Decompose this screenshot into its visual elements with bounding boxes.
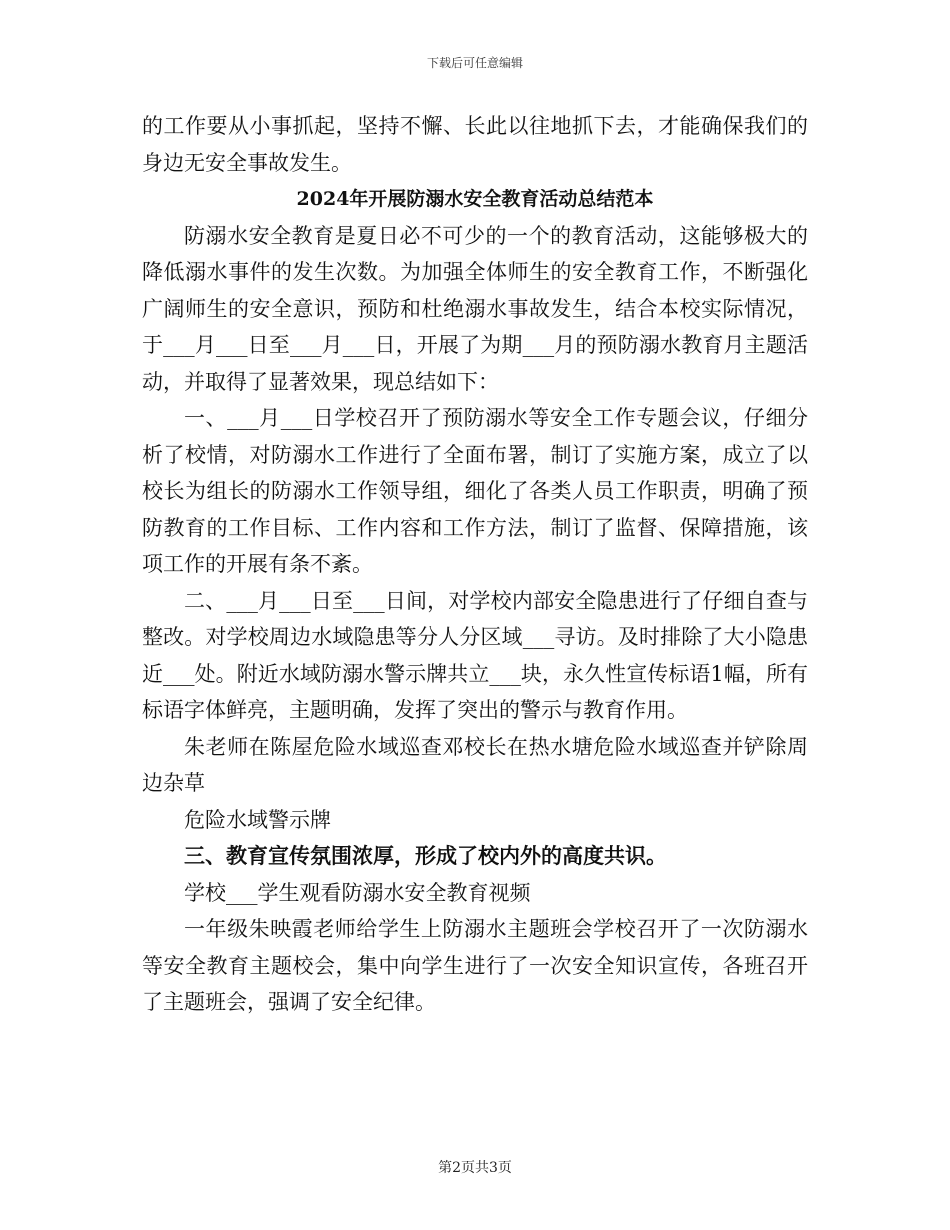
page-header-note: 下载后可任意编辑 — [426, 56, 523, 70]
photo-caption-video: 学校___学生观看防溺水安全教育视频 — [184, 880, 531, 905]
intro-paragraph: 防溺水安全教育是夏日必不可少的一个的教育活动，这能够极大的降低溺水事件的发生次数。为加强全体师生的安全教育工作，不断强化广阔师生的安全意识，预防和杜绝溺水事故发生，结合本校实际情况，于___月___日至___月___日，开展了为期___月的预防溺水教育月主题活动，并取得了显著效果，现总结如下： — [142, 223, 808, 394]
document-body — [142, 108, 808, 1021]
document-title: 2024年开展防溺水安全教育活动总结范本 — [296, 188, 654, 210]
section-3-paragraph: 一年级朱映霞老师给学生上防溺水主题班会学校召开了一次防溺水等安全教育主题校会，集中向学生进行了一次安全知识宣传，各班召开了主题班会，强调了安全纪律。 — [142, 917, 808, 1014]
section-1-paragraph: 一、___月___日学校召开了预防溺水等安全工作专题会议，仔细分析了校情，对防溺水工作进行了全面布署，制订了实施方案，成立了以校长为组长的防溺水工作领导组，细化了各类人员工作职责，明确了预防教育的工作目标、工作内容和工作方法，制订了监督、保障措施，该项工作的开展有条不紊。 — [142, 406, 808, 576]
section-2-paragraph: 二、___月___日至___日间，对学校内部安全隐患进行了仔细自查与整改。对学校周边水域隐患等分人分区域___寻访。及时排除了大小隐患近___处。附近水域防溺水警示牌共立___块，永久性宣传标语1幅，所有标语字体鲜亮，主题明确，发挥了突出的警示与教育作用。 — [142, 588, 808, 722]
continuation-paragraph: 的工作要从小事抓起，坚持不懈、长此以往地抓下去，才能确保我们的身边无安全事故发生。 — [142, 114, 808, 175]
photo-caption-patrol: 朱老师在陈屋危险水域巡查邓校长在热水塘危险水域巡查并铲除周边杂草 — [142, 734, 808, 795]
page-number: 第2页共3页 — [438, 1160, 512, 1176]
photo-caption-warning-sign: 危险水域警示牌 — [184, 807, 331, 832]
section-3-heading: 三、教育宣传氛围浓厚，形成了校内外的高度共识。 — [184, 843, 667, 868]
